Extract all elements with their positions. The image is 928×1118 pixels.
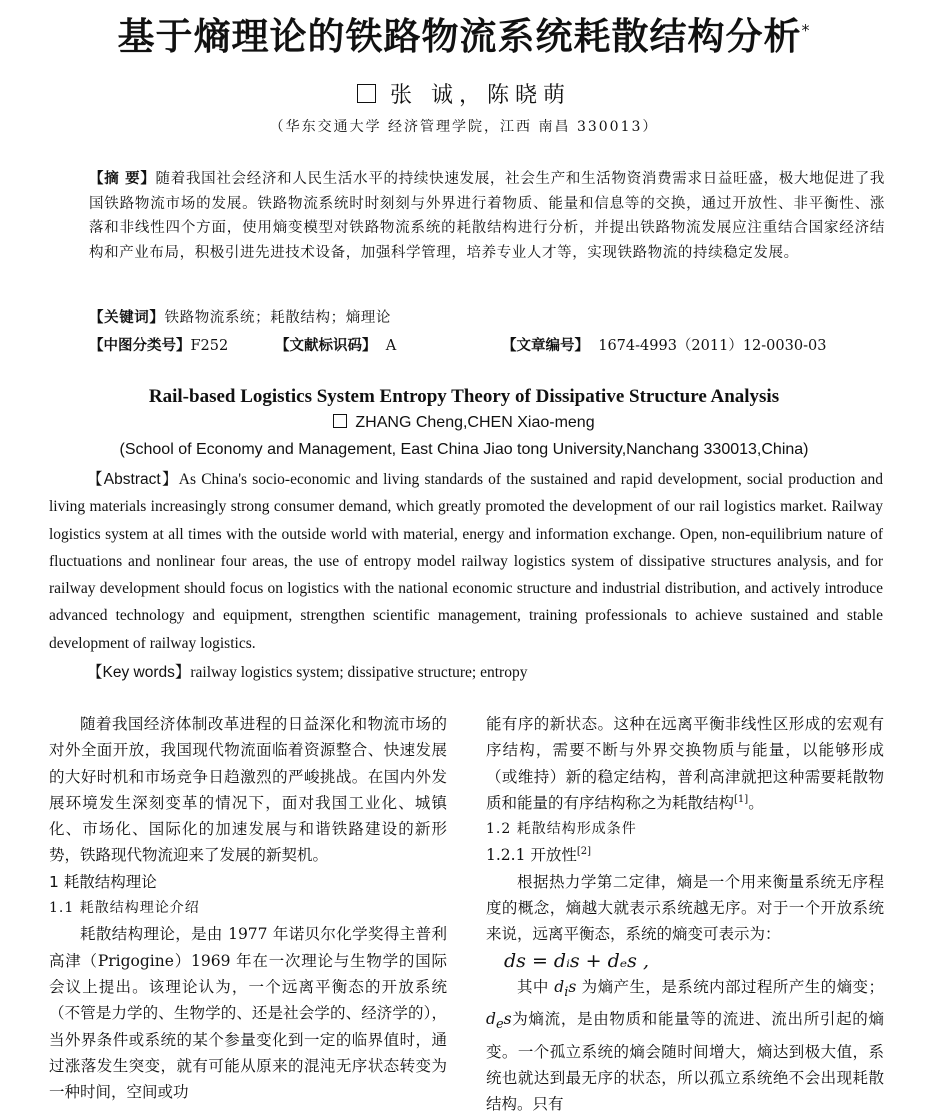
square-box-icon	[357, 84, 376, 103]
subsubsection-heading: 1.2.1 开放性[2]	[486, 846, 592, 865]
body-paragraph: 其中 $d_is$ 为熵产生，是系统内部过程所产生的熵变；$d_es$为熵流，是由物质和能量等的流进、流出所引起的熵变。一个孤立系统的熵会随时间增大，熵达到极大值，系统也就达到最无序的状态，所以孤立系统绝不会出现耗散结构。只有	[486, 977, 884, 1114]
footnote-mark: *	[801, 20, 811, 40]
authors: 张 诚，陈晓萌	[0, 78, 928, 109]
abstract-cn-text: 随着我国社会经济和人民生活水平的持续快速发展，社会生产和生活物资消费需求日益旺盛，极大地促进了我国铁路物流市场的发展。铁路物流系统时时刻刻与外界进行着物质、能量和信息等的交换，通过开放性、非平衡性、涨落和非线性四个方面，使用熵变模型对铁路物流系统的耗散结构进行分析，并提出铁路物流发展应注重结合国家经济结构和产业布局，积极引进先进技术设备，加强科学管理，培养专业人才等，实现铁路物流的持续稳定发展。	[89, 171, 885, 261]
subsection-heading: 1.2 耗散结构形成条件	[486, 821, 637, 838]
body-paragraph: 根据热力学第二定律，熵是一个用来衡量系统无序程度的概念，熵越大就表示系统越无序。对于一个开放系统来说，远离平衡态，系统的熵变可表示为：	[486, 872, 884, 944]
body-paragraph-continued: 能有序的新状态。这种在远离平衡非线性区形成的宏观有序结构，需要不断与外界交换物质与能量，以能够形成（或维持）新的稳定结构，普利高津就把这种需要耗散物质和能量的有序结构称之为耗散结构[1]。	[486, 715, 884, 812]
doc-code: 【文献标识码】 A	[275, 338, 397, 354]
citation: [2]	[576, 846, 592, 858]
classification: 【中图分类号】F252	[89, 338, 229, 354]
abstract-en-label: 【Abstract】	[87, 471, 179, 488]
abstract-cn	[49, 167, 885, 265]
body-paragraph: 耗散结构理论，是由 1977 年诺贝尔化学奖得主普利高津（Prigogine）1969 年在一次理论与生物学的国际会议上提出。该理论认为，一个远离平衡态的开放系统（不管是力学的、生物学的、还是社会学的、经济学的），当外界条件或系统的某个参量变化到一定的临界值时，通过涨落发生突变，就有可能从原来的混沌无序状态转变为一种时间，空间或功	[49, 925, 447, 1102]
intro-paragraph: 随着我国经济体制改革进程的日益深化和物流市场的对外全面开放，我国现代物流面临着资源整合、快速发展的大好时机和市场竞争日趋激烈的严峻挑战。在国内外发展环境发生深刻变革的情况下，面对我国工业化、城镇化、市场化、国际化的加速发展与和谐铁路建设的新形势，铁路现代物流迎来了发展的新契机。	[49, 715, 447, 865]
citation: [1]	[734, 793, 749, 805]
math-di-s: $d_is$	[554, 977, 577, 1001]
abstract-en	[49, 466, 883, 657]
abstract-cn-label: 【摘 要】	[89, 171, 156, 187]
square-box-icon	[333, 414, 347, 428]
paper-title: 基于熵理论的铁路物流系统耗散结构分析*	[117, 15, 811, 58]
affiliation: （华东交通大学 经济管理学院，江西 南昌 330013）	[269, 119, 659, 135]
body-column-right	[486, 711, 884, 1118]
keywords-en: 【Key words】railway logistics system; dissipative structure; entropy	[87, 664, 528, 681]
section-heading: 1 耗散结构理论	[49, 872, 157, 891]
math-de-s: $d_es$	[486, 1010, 512, 1033]
english-title: Rail-based Logistics System Entropy Theory of Dissipative Structure Analysis	[148, 386, 780, 407]
english-authors: ZHANG Cheng,CHEN Xiao-meng	[0, 414, 928, 432]
body-column-left	[49, 711, 447, 1105]
abstract-en-text: As China's socio-economic and living standards of the sustained and rapid development, social production and living materials increasingly strong consumer demand, which greatly promoted the development of our rail logistics market. Railway logistics system at all times with the outside world with material, energy and information exchange. Open, non-equilibrium nature of fluctuations and nonlinear four areas, the use of entropy model railway logistics system of dissipative structures analysis, and for railway development should focus on logistics with the national economic structure and industrial distribution, and actively introduce advanced technology and equipment, strengthen scientific management, training professionals to achieve sustained and stable development of railway logistics.	[49, 471, 883, 652]
subsection-heading: 1.1 耗散结构理论介绍	[49, 900, 200, 917]
keywords-cn: 【关键词】铁路物流系统；耗散结构；熵理论	[89, 310, 391, 326]
english-affiliation: (School of Economy and Management, East China Jiao tong University,Nanchang 330013,China)	[119, 441, 809, 458]
entropy-equation: ds = dᵢs + dₑs ,	[504, 949, 649, 972]
article-number: 【文章编号】 1674-4993（2011）12-0030-03	[502, 338, 827, 354]
